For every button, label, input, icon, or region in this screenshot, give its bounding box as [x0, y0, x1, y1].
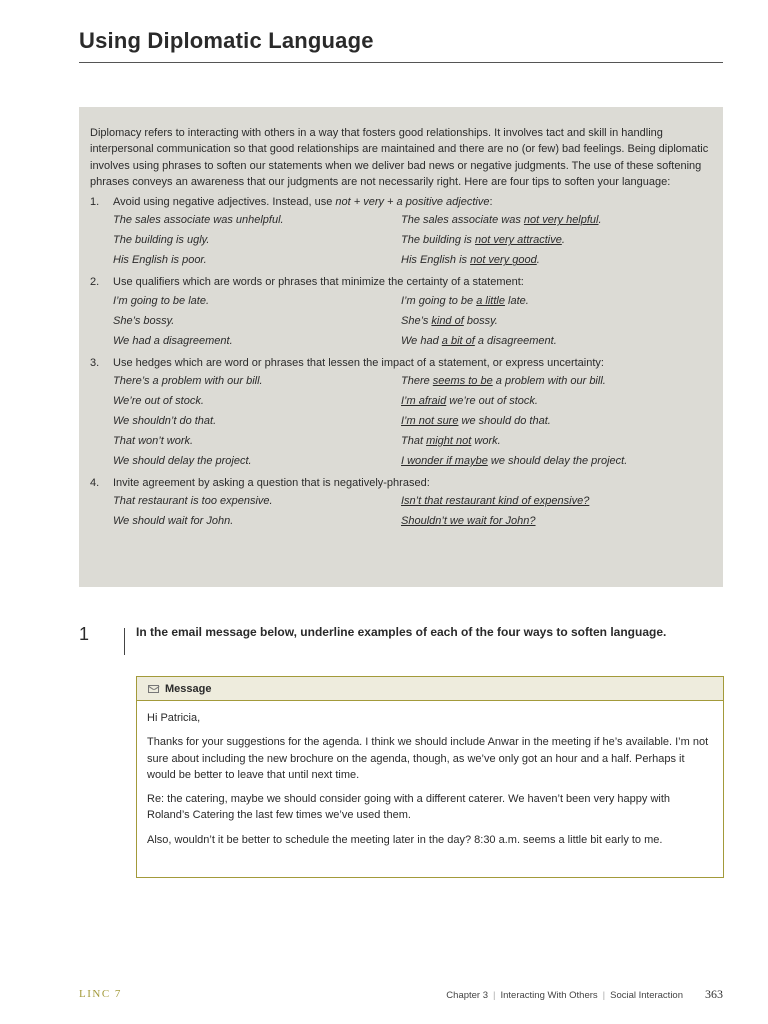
message-paragraph: Re: the catering, maybe we should consider going with a different caterer. We haven’t been very happy with Roland’s Catering the last few times we’ve used them.: [147, 793, 671, 822]
example-softened: I wonder if maybe we should delay the project.: [401, 455, 628, 468]
example-softened: [401, 511, 712, 531]
example-softened: The building is not very attractive.: [401, 234, 565, 247]
example-softened: The sales associate was not very helpful.: [401, 214, 602, 227]
example-softened: I’m afraid we’re out of stock.: [401, 395, 538, 408]
footer-section: Interacting With Others: [500, 990, 598, 1001]
example-row: [113, 311, 712, 331]
message-header: [137, 677, 723, 701]
footer-subsection: Social Interaction: [610, 990, 683, 1001]
example-original: We should wait for John.: [113, 515, 234, 528]
example-original: We’re out of stock.: [113, 395, 204, 408]
softening-phrase: Isn’t that restaurant kind of expensive?: [401, 495, 590, 508]
message-header-label: Message: [165, 682, 212, 695]
example-original: I’m going to be late.: [113, 294, 210, 307]
tip-number: 4.: [90, 477, 100, 490]
tips-box: [79, 107, 723, 587]
tip-heading: [90, 274, 712, 290]
envelope-icon: [148, 685, 159, 693]
example-row: [113, 411, 712, 431]
example-original: That won’t work.: [113, 435, 194, 448]
page-title: Using Diplomatic Language: [79, 28, 374, 53]
softening-phrase: seems to be: [432, 375, 493, 388]
footer-separator: |: [493, 990, 496, 1001]
exercise-instruction: In the email message below, underline examples of each of the four ways to soften language.: [136, 625, 667, 639]
exercise-number: 1: [79, 624, 90, 644]
softening-phrase: kind of: [431, 314, 464, 327]
example-softened: [401, 491, 712, 511]
footer-separator: |: [602, 990, 606, 1001]
example-original: His English is poor.: [113, 254, 207, 267]
example-row: [113, 371, 712, 391]
softening-phrase: a bit of: [441, 334, 475, 347]
title-rule: [79, 62, 723, 63]
tip-heading: [90, 475, 712, 491]
softening-phrase: not very good: [470, 254, 537, 267]
footer-book-title: LINC 7: [79, 988, 122, 1000]
example-softened: His English is not very good.: [401, 254, 540, 267]
tips-list: [90, 194, 712, 531]
footer-breadcrumb: [446, 987, 723, 1002]
tip-number: 2.: [90, 276, 100, 289]
example-original: She’s bossy.: [113, 314, 175, 327]
softening-phrase: not very helpful: [523, 214, 599, 227]
example-original: We had a disagreement.: [113, 334, 233, 347]
example-row: [113, 291, 712, 311]
message-paragraph: Thanks for your suggestions for the agenda. I think we should include Anwar in the meeting if he’s available. I’m not sure about including the new brochure on the agenda, though, as we’ve only got an hour and a half. Perhaps it would be better to leave that until next time.: [147, 736, 709, 781]
example-softened: I’m going to be a little late.: [401, 294, 529, 307]
example-row: [113, 391, 712, 411]
softening-phrase: might not: [426, 435, 472, 448]
example-row: [113, 431, 712, 451]
example-softened: She’s kind of bossy.: [401, 314, 498, 327]
tip-item: [90, 194, 712, 270]
tip-item: [90, 355, 712, 471]
softening-phrase: I’m not sure: [401, 415, 459, 428]
example-softened: There seems to be a problem with our bill.: [401, 375, 606, 388]
example-row: [113, 250, 712, 270]
footer-chapter: Chapter 3: [446, 990, 489, 1001]
tip-heading: [90, 355, 712, 371]
tips-intro: Diplomacy refers to interacting with others in a way that fosters good relationships. It involves tact and skill in handling interpersonal communication so that good relationships are maintained and there are no (or few) bad feelings. Being diplomatic involves using phrases to soften our statements when we deliver bad news or negative judgments. The use of these softening phrases conveys an awareness that our judgments are not necessarily right. Here are four tips to soften your language:: [90, 127, 709, 188]
tip-item: [90, 274, 712, 350]
example-row: [113, 451, 712, 471]
example-original: There’s a problem with our bill.: [113, 375, 263, 388]
softening-phrase: not very attractive: [475, 234, 562, 247]
example-original: The building is ugly.: [113, 234, 210, 247]
message-body: [137, 701, 723, 848]
example-row: [113, 331, 712, 351]
example-original: We should delay the project.: [113, 455, 252, 468]
exercise-divider: [124, 628, 125, 655]
tip-item: [90, 475, 712, 531]
example-softened: We had a bit of a disagreement.: [401, 334, 557, 347]
example-original: We shouldn’t do that.: [113, 415, 217, 428]
message-paragraph: Also, wouldn’t it be better to schedule the meeting later in the day? 8:30 a.m. seems a little bit early to me.: [147, 833, 663, 846]
example-row: [113, 491, 712, 511]
example-row: [113, 511, 712, 531]
page-number: 363: [705, 987, 723, 1001]
tip-heading-text: Use qualifiers which are words or phrases that minimize the certainty of a statement:: [113, 276, 524, 289]
softening-phrase: Shouldn’t we wait for John?: [401, 515, 536, 528]
example-softened: I’m not sure we should do that.: [401, 415, 551, 428]
example-original: That restaurant is too expensive.: [113, 495, 273, 508]
tip-heading-text: Invite agreement by asking a question that is negatively-phrased:: [113, 477, 430, 490]
example-row: [113, 230, 712, 250]
message-box: [136, 676, 724, 878]
tip-number: 1.: [90, 196, 100, 209]
tip-heading-text: Avoid using negative adjectives. Instead, use not + very + a positive adjective:: [113, 196, 493, 209]
example-row: [113, 210, 712, 230]
tip-number: 3.: [90, 356, 100, 369]
example-softened: That might not work.: [401, 435, 501, 448]
softening-phrase: I’m afraid: [401, 395, 447, 408]
tip-heading-text: Use hedges which are word or phrases that lessen the impact of a statement, or express uncertainty:: [113, 356, 604, 369]
tip-heading: [90, 194, 712, 210]
message-paragraph: Hi Patricia,: [147, 712, 201, 724]
softening-phrase: I wonder if maybe: [401, 455, 488, 468]
example-original: The sales associate was unhelpful.: [113, 214, 284, 227]
softening-phrase: a little: [476, 294, 505, 307]
